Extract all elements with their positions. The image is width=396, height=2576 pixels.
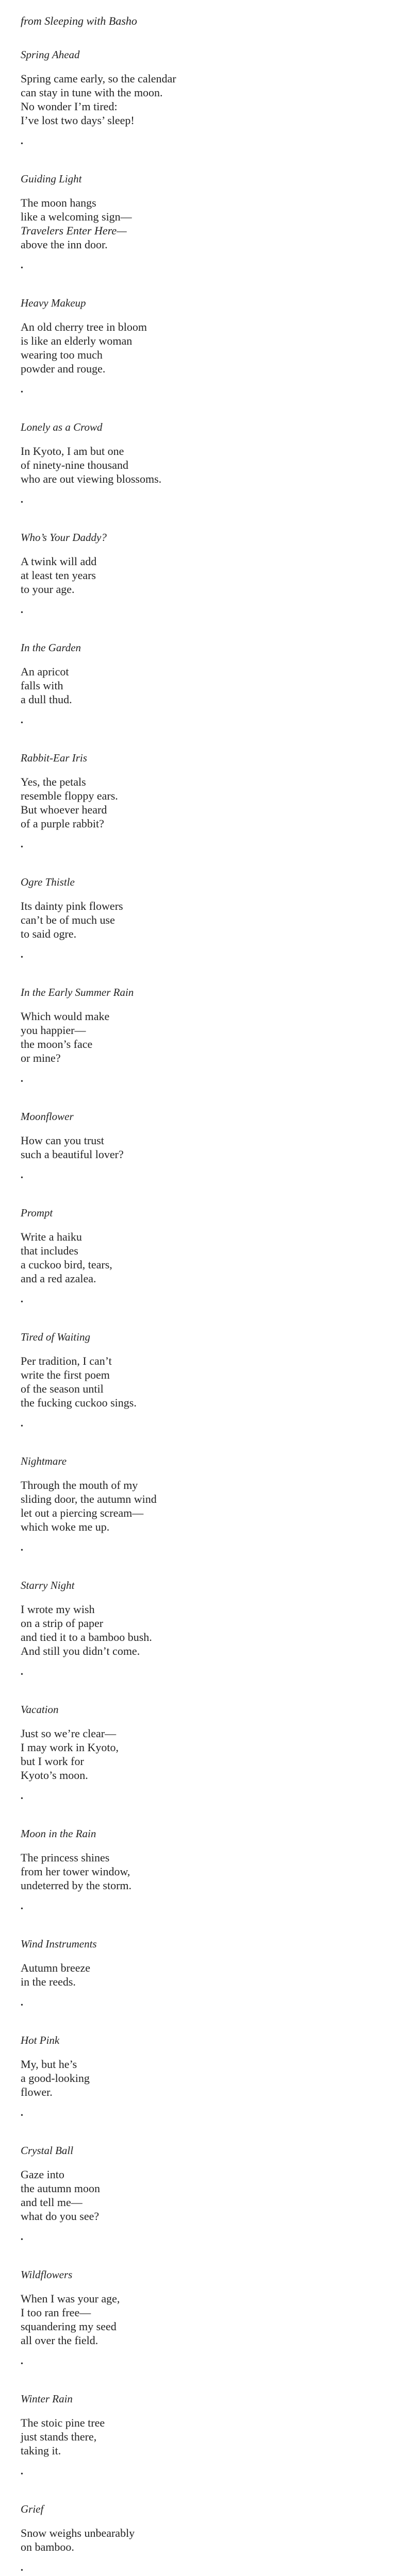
section-separator: •	[21, 1078, 23, 1086]
poem	[21, 2393, 375, 2478]
poem-line: Through the mouth of my	[21, 1479, 138, 1492]
poem-line: In Kyoto, I am but one	[21, 445, 124, 457]
poem-body	[21, 2526, 375, 2554]
poem	[21, 2503, 375, 2574]
poem-body	[21, 1851, 375, 1892]
poem-body	[21, 2167, 375, 2223]
poem-line: such a beautiful lover?	[21, 1148, 124, 1161]
section-separator: •	[21, 1795, 23, 1803]
poem-line: powder and rouge.	[21, 362, 106, 375]
poem-line: a dull thud.	[21, 693, 72, 706]
poem-line: When I was your age,	[21, 2292, 120, 2305]
poem-line: But whoever heard	[21, 803, 107, 816]
poem-line: Autumn breeze	[21, 1961, 90, 1974]
poem-line: Spring came early, so the calendar	[21, 72, 176, 85]
poem-body	[21, 2057, 375, 2099]
poem-body	[21, 1133, 375, 1161]
poem-body	[21, 2292, 375, 2347]
poem-line: the moon’s face	[21, 1038, 93, 1050]
poem-body	[21, 1961, 375, 1989]
section-separator: •	[21, 2470, 23, 2478]
poem-line: is like an elderly woman	[21, 334, 133, 347]
poem-line: of the season until	[21, 1382, 104, 1395]
poem	[21, 986, 375, 1086]
poem-line: from her tower window,	[21, 1865, 130, 1878]
poem-line: I wrote my wish	[21, 1603, 95, 1616]
section-separator: •	[21, 1298, 23, 1306]
poem	[21, 297, 375, 396]
poem-line: but I work for	[21, 1755, 84, 1768]
poem-body	[21, 1726, 375, 1782]
section-separator: •	[21, 609, 23, 617]
poem-line: can’t be of much use	[21, 913, 115, 926]
poem-title: Hot Pink	[21, 2034, 60, 2046]
poem-line: Which would make	[21, 1010, 110, 1023]
poem-line: on a strip of paper	[21, 1617, 104, 1630]
poem-title: Rabbit-Ear Iris	[21, 752, 87, 764]
poem-body	[21, 196, 375, 251]
poem-line: sliding door, the autumn wind	[21, 1493, 157, 1505]
poem	[21, 531, 375, 617]
poem-line: I may work in Kyoto,	[21, 1741, 119, 1754]
poem-line: Its dainty pink flowers	[21, 900, 123, 912]
poem-list	[21, 48, 375, 2576]
section-separator: •	[21, 2002, 23, 2009]
poem	[21, 48, 375, 148]
poem	[21, 2268, 375, 2368]
poem-title: Who’s Your Daddy?	[21, 531, 107, 544]
poem	[21, 1110, 375, 1182]
poem-line: who are out viewing blossoms.	[21, 472, 162, 485]
poem-line: An old cherry tree in bloom	[21, 320, 147, 333]
section-separator: •	[21, 1671, 23, 1679]
poem	[21, 421, 375, 506]
poem	[21, 752, 375, 851]
poem-line: and tell me—	[21, 2196, 82, 2209]
poem-line: the autumn moon	[21, 2182, 100, 2195]
poem-line: like a welcoming sign—	[21, 210, 132, 223]
poem-line: flower.	[21, 2086, 53, 2098]
poem-line: taking it.	[21, 2444, 61, 2457]
poem-title: In the Early Summer Rain	[21, 986, 134, 998]
poem-line: which woke me up.	[21, 1520, 110, 1533]
section-separator: •	[21, 499, 23, 506]
poem	[21, 1331, 375, 1430]
poem-line: above the inn door.	[21, 238, 108, 251]
poem-line: Per tradition, I can’t	[21, 1354, 112, 1367]
poem-line: can stay in tune with the moon.	[21, 86, 163, 99]
poem-body	[21, 775, 375, 831]
poem-line: and tied it to a bamboo bush.	[21, 1631, 152, 1643]
poem-line: of a purple rabbit?	[21, 817, 104, 830]
poem-title: In the Garden	[21, 641, 81, 654]
section-separator: •	[21, 2360, 23, 2368]
poem-line: to said ogre.	[21, 927, 77, 940]
poem-line: in the reeds.	[21, 1975, 76, 1988]
poem-title: Spring Ahead	[21, 48, 80, 61]
section-separator: •	[21, 1422, 23, 1430]
poem-line: the fucking cuckoo sings.	[21, 1396, 137, 1409]
poem-title: Ogre Thistle	[21, 876, 75, 888]
poem-body	[21, 1009, 375, 1065]
poem-body	[21, 2416, 375, 2458]
section-separator: •	[21, 954, 23, 961]
poem-title: Nightmare	[21, 1455, 67, 1467]
poem-title: Grief	[21, 2503, 44, 2515]
poem-body	[21, 1602, 375, 1658]
poem-line: falls with	[21, 679, 63, 692]
poem	[21, 876, 375, 961]
poem-title: Starry Night	[21, 1579, 75, 1591]
poem-line: wearing too much	[21, 348, 103, 361]
section-separator: •	[21, 1174, 23, 1182]
poem-line: you happier—	[21, 1024, 86, 1037]
poem-line: a cuckoo bird, tears,	[21, 1258, 112, 1271]
poem-title: Lonely as a Crowd	[21, 421, 103, 433]
poem	[21, 1938, 375, 2009]
poem-line: a good-looking	[21, 2072, 90, 2084]
poem	[21, 2034, 375, 2120]
poem-line: write the first poem	[21, 1368, 110, 1381]
poem-title: Guiding Light	[21, 173, 82, 185]
poem-line: what do you see?	[21, 2210, 100, 2223]
poem	[21, 1827, 375, 1913]
poem	[21, 1207, 375, 1306]
poem-line: Snow weighs unbearably	[21, 2527, 135, 2539]
section-separator: •	[21, 140, 23, 148]
poem-title: Vacation	[21, 1703, 59, 1716]
poem-line: Yes, the petals	[21, 775, 86, 788]
poem-line: No wonder I’m tired:	[21, 100, 118, 113]
poem	[21, 2144, 375, 2244]
collection-title: from Sleeping with Basho	[21, 14, 137, 27]
poem-line: undeterred by the storm.	[21, 1879, 132, 1892]
section-separator: •	[21, 388, 23, 396]
poem	[21, 1455, 375, 1554]
poem-line: on bamboo.	[21, 2540, 74, 2553]
poem-line: And still you didn’t come.	[21, 1645, 140, 1657]
section-separator: •	[21, 2236, 23, 2244]
poem-line: resemble floppy ears.	[21, 789, 118, 802]
poem-line: to your age.	[21, 583, 75, 596]
section-separator: •	[21, 843, 23, 851]
poem-line: that includes	[21, 1244, 78, 1257]
poem-line: just stands there,	[21, 2430, 97, 2443]
poem-line: A twink will add	[21, 555, 97, 568]
poem-line: How can you trust	[21, 1134, 104, 1147]
poem-line: Travelers Enter Here—	[21, 224, 127, 237]
poem-title: Heavy Makeup	[21, 297, 86, 309]
poem-title: Wildflowers	[21, 2268, 73, 2281]
poem-body	[21, 899, 375, 941]
poem-body	[21, 665, 375, 706]
poem-title: Tired of Waiting	[21, 1331, 90, 1343]
poem-body	[21, 320, 375, 376]
poem-line: The moon hangs	[21, 196, 96, 209]
poem-line: and a red azalea.	[21, 1272, 96, 1285]
poem	[21, 1703, 375, 1803]
poem-body	[21, 554, 375, 596]
poem	[21, 641, 375, 727]
section-separator: •	[21, 264, 23, 272]
poem	[21, 1579, 375, 1679]
poem-line: at least ten years	[21, 569, 96, 582]
poem-title: Crystal Ball	[21, 2144, 74, 2157]
poem-line: Write a haiku	[21, 1230, 82, 1243]
poem-line: The stoic pine tree	[21, 2416, 105, 2429]
poem-line: Gaze into	[21, 2168, 64, 2181]
poem-body	[21, 1230, 375, 1285]
poem-line: all over the field.	[21, 2334, 98, 2347]
poem-body	[21, 72, 375, 127]
section-separator: •	[21, 1905, 23, 1913]
poem	[21, 173, 375, 272]
section-separator: •	[21, 1547, 23, 1554]
poem-line: I too ran free—	[21, 2306, 91, 2319]
poem-line: or mine?	[21, 1052, 61, 1064]
poem-title: Moonflower	[21, 1110, 74, 1123]
poem-line: Kyoto’s moon.	[21, 1769, 88, 1782]
poem-line: My, but he’s	[21, 2058, 77, 2071]
poem-title: Winter Rain	[21, 2393, 73, 2405]
poem-title: Moon in the Rain	[21, 1827, 96, 1840]
section-separator: •	[21, 2112, 23, 2120]
section-separator: •	[21, 719, 23, 727]
poem-body	[21, 444, 375, 486]
section-separator: •	[21, 2567, 23, 2574]
poem-line: Just so we’re clear—	[21, 1727, 117, 1740]
poem-line: let out a piercing scream—	[21, 1506, 144, 1519]
poem-line: An apricot	[21, 665, 69, 678]
poem-line: squandering my seed	[21, 2320, 117, 2333]
poem-body	[21, 1354, 375, 1410]
poem-title: Wind Instruments	[21, 1938, 97, 1950]
poem-body	[21, 1478, 375, 1534]
poem-line: The princess shines	[21, 1851, 110, 1864]
poem-line: I’ve lost two days’ sleep!	[21, 114, 135, 127]
poem-title: Prompt	[21, 1207, 53, 1219]
poem-line: of ninety-nine thousand	[21, 459, 128, 471]
